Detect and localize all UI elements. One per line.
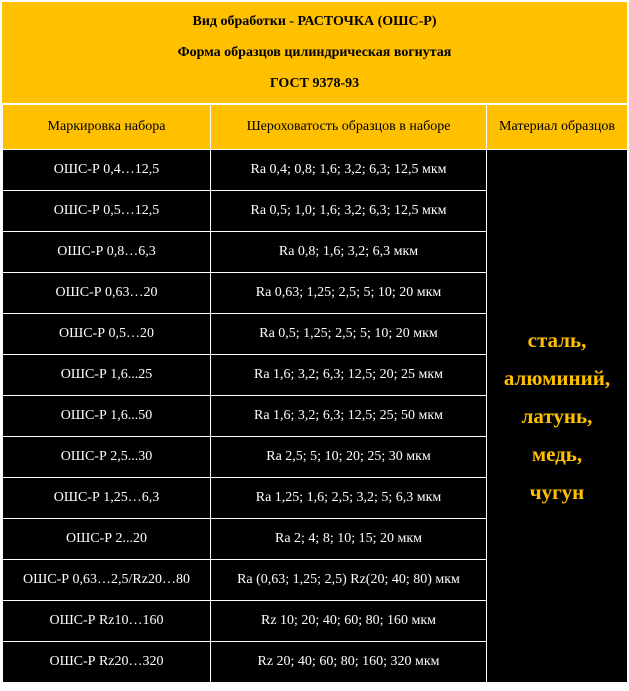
set-marking-cell: ОШС-Р 0,5…12,5: [3, 191, 211, 232]
roughness-cell: Ra 1,25; 1,6; 2,5; 3,2; 5; 6,3 мкм: [211, 478, 487, 519]
title-standard: ГОСТ 9378-93: [269, 75, 360, 91]
material-copper: медь,: [531, 442, 583, 466]
roughness-cell: Ra 2,5; 5; 10; 20; 25; 30 мкм: [211, 437, 487, 478]
table-row: [3, 150, 628, 191]
set-marking-cell: ОШС-Р 0,4…12,5: [3, 150, 211, 191]
set-marking-cell: ОШС-Р 1,25…6,3: [3, 478, 211, 519]
set-marking-cell: ОШС-Р 0,63…2,5/Rz20…80: [3, 560, 211, 601]
set-marking-cell: ОШС-Р 0,63…20: [3, 273, 211, 314]
title-processing-type: Вид обработки - РАСТОЧКА (ОШС-Р): [192, 13, 437, 29]
set-marking-cell: ОШС-Р 0,5…20: [3, 314, 211, 355]
material-steel: сталь,: [527, 328, 587, 352]
set-marking-cell: ОШС-Р 2,5...30: [3, 437, 211, 478]
roughness-cell: Ra 0,5; 1,25; 2,5; 5; 10; 20 мкм: [211, 314, 487, 355]
set-marking-cell: ОШС-Р 1,6...25: [3, 355, 211, 396]
header-roughness: Шероховатость образцов в наборе: [211, 105, 487, 150]
roughness-cell: Rz 10; 20; 40; 60; 80; 160 мкм: [211, 601, 487, 642]
set-marking-cell: ОШС-Р 0,8…6,3: [3, 232, 211, 273]
roughness-cell: Ra 1,6; 3,2; 6,3; 12,5; 25; 50 мкм: [211, 396, 487, 437]
title-block: [2, 2, 627, 103]
header-material: Материал образцов: [487, 105, 628, 150]
set-marking-cell: ОШС-Р 2...20: [3, 519, 211, 560]
roughness-cell: Ra 2; 4; 8; 10; 15; 20 мкм: [211, 519, 487, 560]
material-brass: латунь,: [521, 404, 593, 428]
set-marking-cell: ОШС-Р 1,6...50: [3, 396, 211, 437]
sample-sets-table: [2, 104, 628, 683]
material-cast-iron: чугун: [529, 480, 585, 504]
roughness-cell: Rz 20; 40; 60; 80; 160; 320 мкм: [211, 642, 487, 683]
roughness-cell: Ra 0,4; 0,8; 1,6; 3,2; 6,3; 12,5 мкм: [211, 150, 487, 191]
set-marking-cell: ОШС-Р Rz20…320: [3, 642, 211, 683]
roughness-cell: Ra 1,6; 3,2; 6,3; 12,5; 20; 25 мкм: [211, 355, 487, 396]
material-aluminium: алюминий,: [503, 366, 611, 390]
roughness-cell: Ra 0,8; 1,6; 3,2; 6,3 мкм: [211, 232, 487, 273]
roughness-cell: Ra 0,5; 1,0; 1,6; 3,2; 6,3; 12,5 мкм: [211, 191, 487, 232]
title-sample-shape: Форма образцов цилиндрическая вогнутая: [177, 44, 452, 60]
header-set-marking: Маркировка набора: [3, 105, 211, 150]
table-header-row: [3, 105, 628, 150]
set-marking-cell: ОШС-Р Rz10…160: [3, 601, 211, 642]
material-cell: [487, 150, 628, 683]
roughness-cell: Ra (0,63; 1,25; 2,5) Rz(20; 40; 80) мкм: [211, 560, 487, 601]
roughness-cell: Ra 0,63; 1,25; 2,5; 5; 10; 20 мкм: [211, 273, 487, 314]
